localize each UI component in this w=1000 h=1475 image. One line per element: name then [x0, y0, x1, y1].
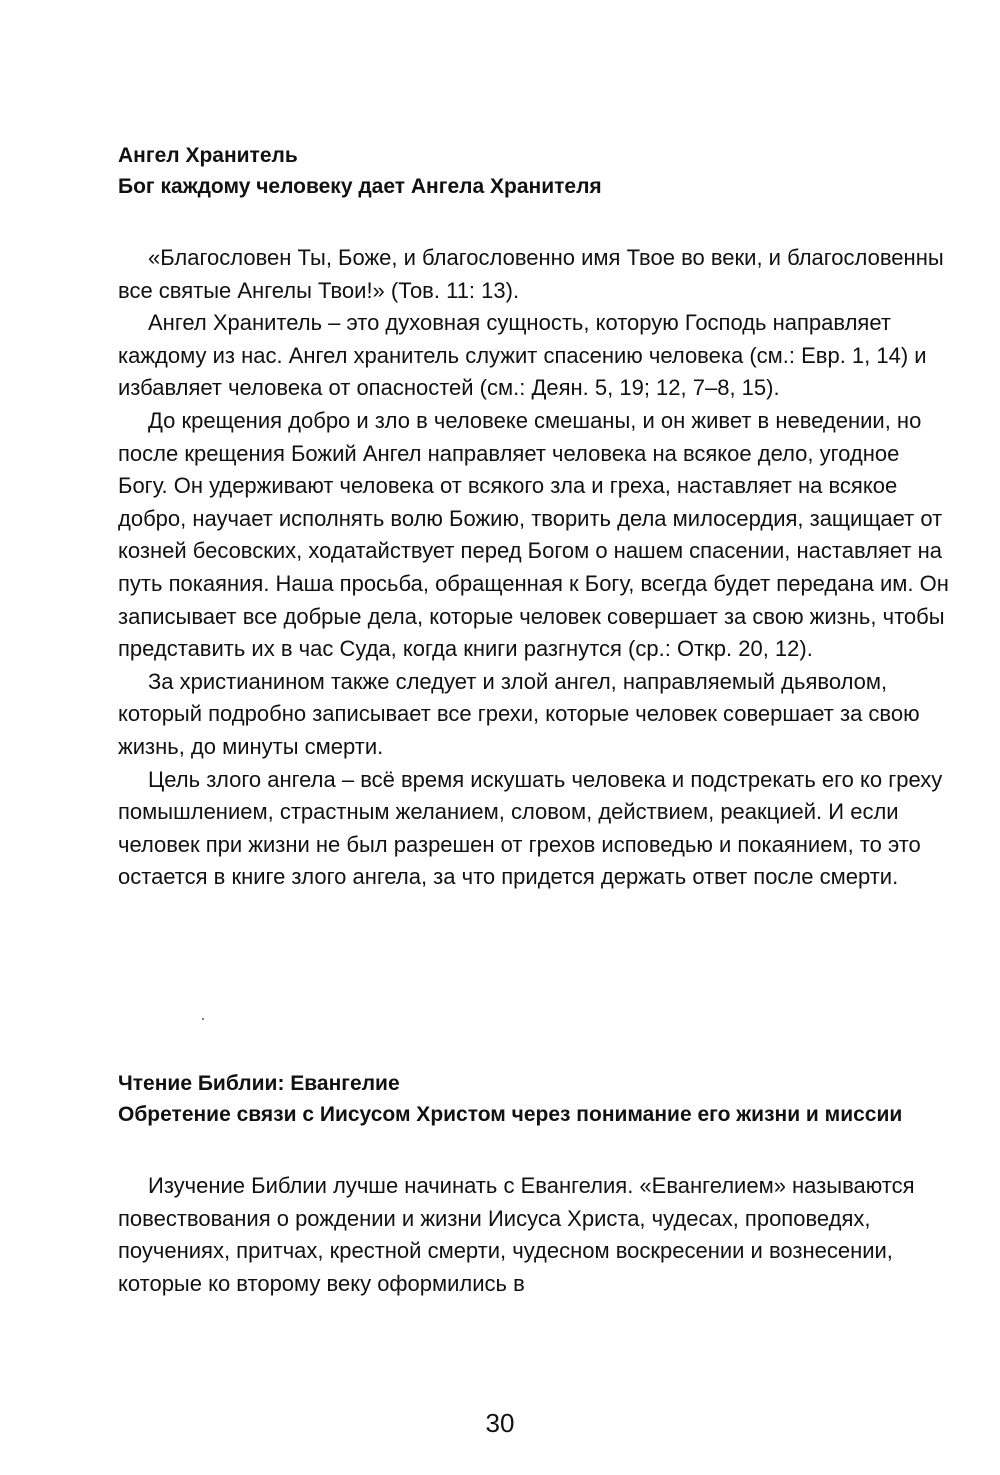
paragraph: Ангел Хранитель – это духовная сущность, которую Господь направляет каждому из нас. Ангел хранитель служит спасению человека (см.: Евр. 1, 14) и избавляет человека от опасностей (см.: Деян. 5, 19; 12, 7–8, 15).	[118, 310, 927, 401]
spacer	[118, 202, 950, 242]
spacer	[118, 1130, 950, 1170]
section-subtitle: Бог каждому человеку дает Ангела Хранителя	[118, 175, 602, 198]
paragraph: Изучение Библии лучше начинать с Евангелия. «Евангелием» называются повествования о рождении и жизни Иисуса Христа, чудесах, проповедях, поучениях, притчах, крестной смерти, чудесном воскресении и вознесении, которые ко второму веку оформились в	[118, 1173, 915, 1296]
paragraph: «Благословен Ты, Боже, и благословенно имя Твое во веки, и благословенны все святые Ангелы Твои!» (Тов. 11: 13).	[118, 245, 944, 303]
section-angel-guardian	[118, 140, 950, 894]
paragraph: За христианином также следует и злой ангел, направляемый дьяволом, который подробно записывает все грехи, которые человек совершает за свою жизнь, до минуты смерти.	[118, 668, 920, 759]
section-title: Ангел Хранитель	[118, 144, 298, 167]
page-number: 30	[485, 1408, 515, 1438]
section-title: Чтение Библии: Евангелие	[118, 1072, 400, 1095]
paragraph: Цель злого ангела – всё время искушать человека и подстрекать его ко греху помышлением, страстным желанием, словом, действием, реакцией. И если человек при жизни не был разрешен от грехов исповедью и покаянием, то это остается в книге злого ангела, за что придется держать ответ после смерти.	[118, 766, 943, 890]
paragraph: До крещения добро и зло в человеке смешаны, и он живет в неведении, но после крещения Божий Ангел направляет человека на всякое дело, угодное Богу. Он удерживают человека от всякого зла и греха, наставляет на всякое добро, научает исполнять волю Божию, творить дела милосердия, защищает от козней бесовских, ходатайствует перед Богом о нашем спасении, наставляет на путь покаяния. Наша просьба, обращенная к Богу, всегда будет передана им. Он записывает все добрые дела, которые человек совершает за свою жизнь, чтобы представить их в час Суда, когда книги разгнутся (ср.: Откр. 20, 12).	[118, 407, 949, 662]
section-subtitle: Обретение связи с Иисусом Христом через понимание его жизни и миссии	[118, 1103, 903, 1126]
section-bible-reading	[118, 1068, 950, 1300]
print-speck	[202, 1018, 204, 1020]
